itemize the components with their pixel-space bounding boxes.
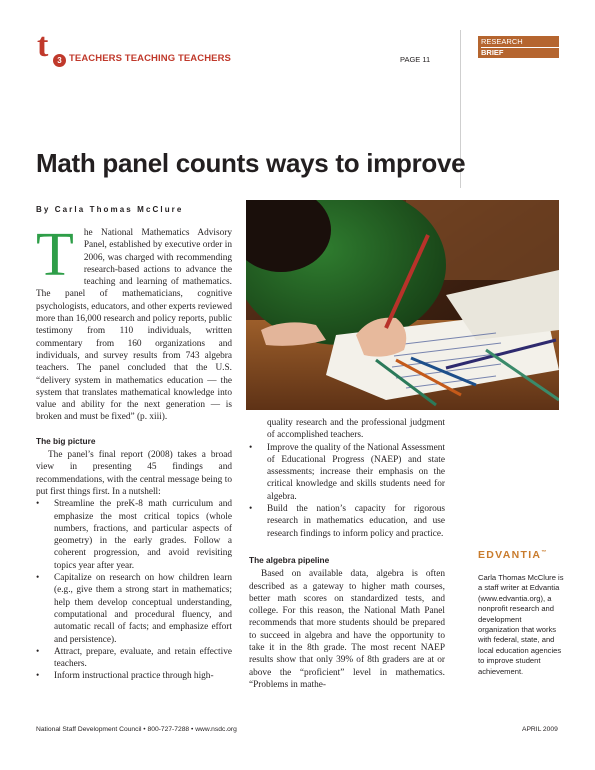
trademark-mark: ™ (541, 549, 548, 556)
section-label-line1: RESEARCH (481, 37, 559, 48)
recommendation-list-left (36, 498, 232, 682)
recommendation-list-right (249, 442, 445, 540)
column-left (36, 221, 232, 683)
intro-paragraph: he National Mathematics Advisory Panel, established by executive order in 2006, was charged with recommending research-based actions to advance the teaching and learning of mathematics. The panel of mathematicians, cognitive psychologists, educators, and other experts reviewed more than 16,000 research and policy reports, public testimony from 110 individuals, written commentary from 160 organizations and individuals, and survey results from 743 algebra teachers. The panel concluded that the U.S. “delivery system in mathematics education — the system that translates mathematical knowledge into value and ability for the next generation — is broken and must be fixed” (p. xiii). (36, 228, 232, 423)
column-right (249, 417, 445, 691)
big-picture-paragraph: The panel’s final report (2008) takes a broad view in presenting 45 findings and recommendations, with the central message being to put first things first. In a nutshell: (36, 450, 232, 497)
article-headline: Math panel counts ways to improve (36, 148, 466, 178)
page-number: PAGE 11 (400, 55, 431, 64)
photo-student-writing-math (246, 200, 559, 410)
drop-cap: T (36, 221, 74, 289)
list-item: • Inform instructional practice through high- (36, 670, 232, 682)
section-label-line2: BRIEF (481, 47, 504, 57)
ttt-logo (35, 27, 69, 67)
author-bio: Carla Thomas McClure is a staff writer at Edvantia (www.edvantia.org), a nonprofit research and development organization that works with federal, state, and local education agencies to improve student achievement. (478, 573, 564, 676)
list-item: • Streamline the preK-8 math curriculum and emphasize the most critical topics (whole numbers, fractions, and particular aspects of geometry) in the early grades. Follow a coherent progression, and avoid revisiting topics year after year. (36, 498, 232, 572)
edvantia-logo-text: EDVANTIA (478, 549, 542, 561)
logo-badge: 3 (53, 54, 66, 67)
big-picture-heading: The big picture (36, 435, 96, 446)
list-item: • Improve the quality of the National Assessment of Educational Progress (NAEP) and state assessments; increase their emphasis on the critical knowledge and skills students need for algebra. (249, 442, 445, 503)
footer-publisher: National Staff Development Council • 800-727-7288 • www.nsdc.org (36, 726, 237, 733)
logo-letter: t (37, 27, 49, 64)
brand-name: TEACHERS TEACHING TEACHERS (69, 53, 231, 64)
article-photo (246, 200, 559, 410)
section-label (478, 36, 559, 58)
footer-date: APRIL 2009 (522, 726, 558, 733)
algebra-heading: The algebra pipeline (249, 554, 330, 565)
list-item: • Build the nation’s capacity for rigorous research in mathematics education, and use research findings to inform policy and practice. (249, 503, 445, 540)
list-item: • Attract, prepare, evaluate, and retain effective teachers. (36, 646, 232, 671)
article-byline: By Carla Thomas McClure (36, 205, 184, 214)
algebra-paragraph: Based on available data, algebra is often described as a gateway to higher math courses, better math scores on standardized tests, and college. For this reason, the National Math Panel recommends that more students should be prepared to succeed in algebra and have the opportunity to take it in the 8th grade. The most recent NAEP results show that only 39% of 8th graders are at or above the “proficient” level in mathematics. “Problems in mathe- (249, 569, 445, 690)
bullet-continuation: quality research and the professional judgment of accomplished teachers. (267, 418, 445, 441)
edvantia-logo (478, 549, 548, 561)
list-item: • Capitalize on research on how children learn (e.g., give them a strong start in mathematics; help them develop conceptual understanding, computational and procedural fluency, and automatic recall of facts; and emphasize effort and persistence). (36, 572, 232, 646)
